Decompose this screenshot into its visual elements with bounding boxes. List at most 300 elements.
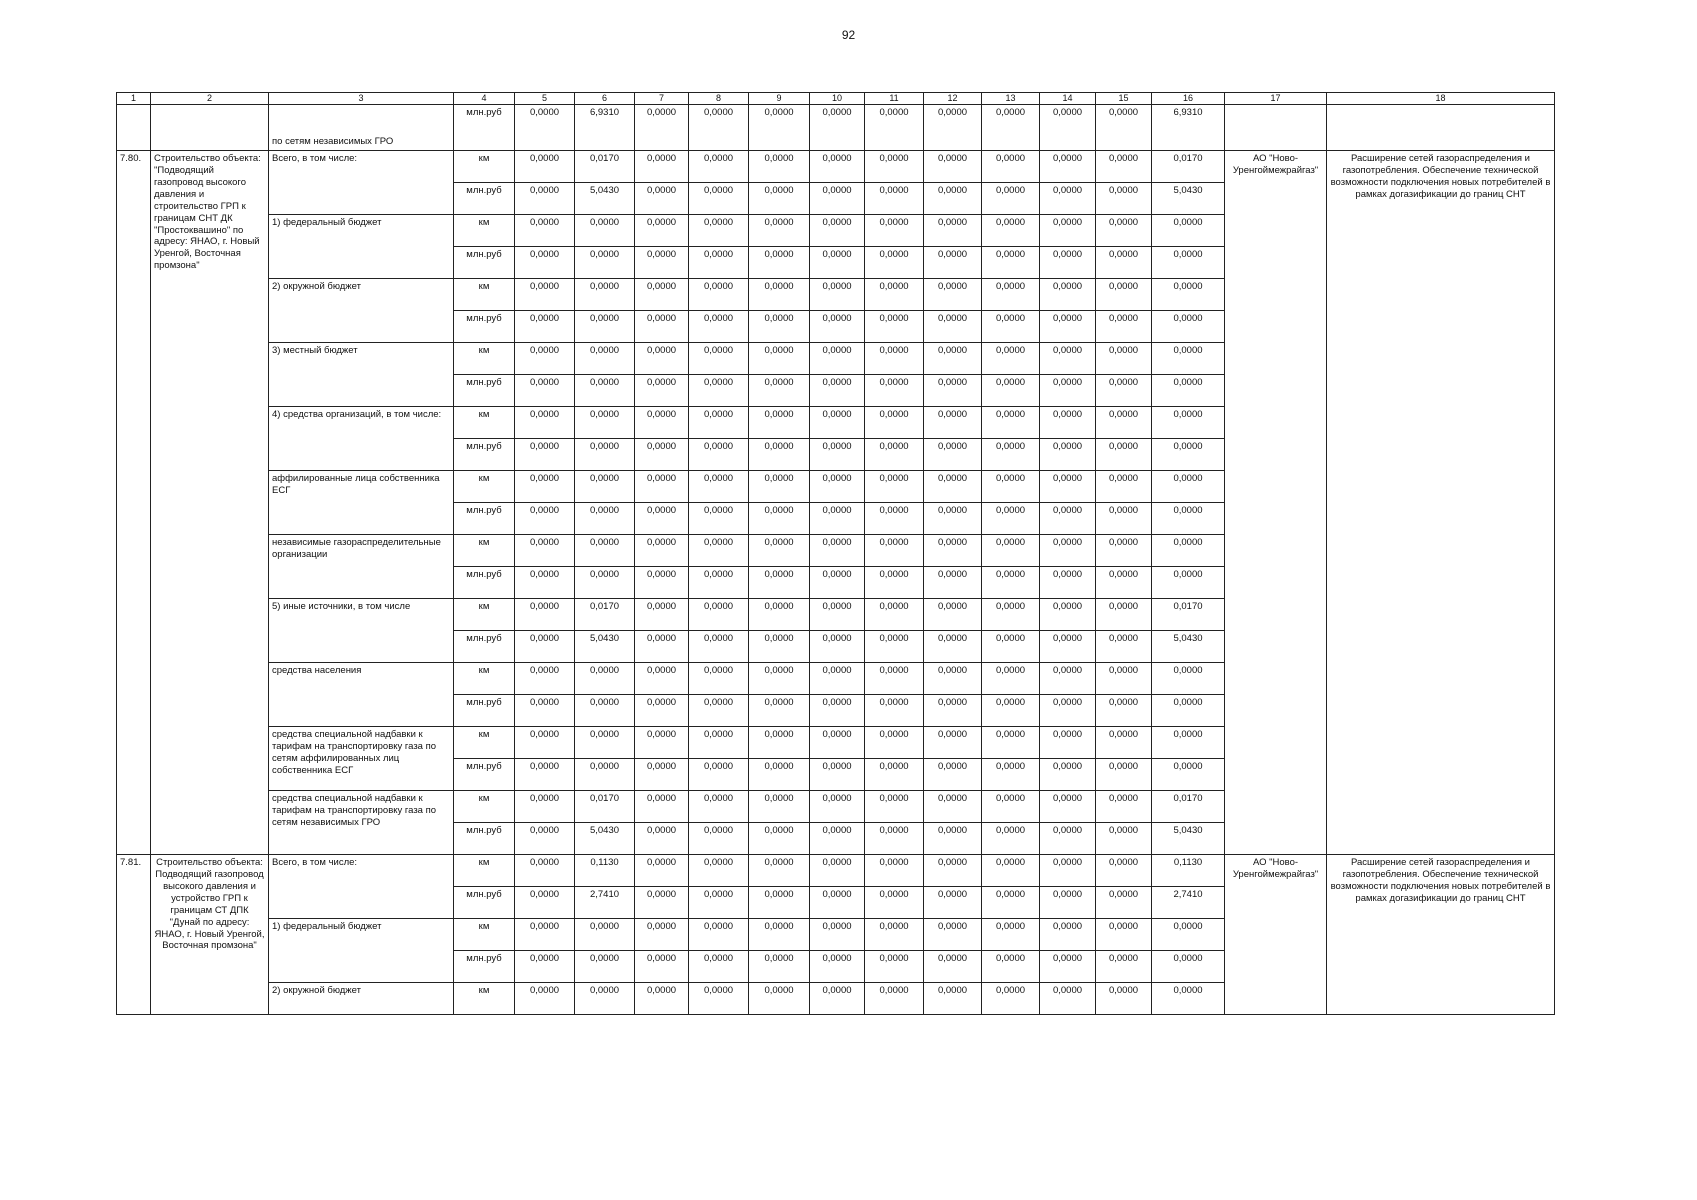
column-number: 18: [1327, 93, 1555, 105]
value-cell: 0,0000: [635, 791, 689, 823]
value-cell: 0,0000: [635, 567, 689, 599]
value-cell: 0,0000: [1040, 311, 1096, 343]
value-cell: 0,0000: [749, 183, 810, 215]
value-cell: 0,0000: [515, 247, 575, 279]
value-cell: 0,0000: [515, 471, 575, 503]
index-cell: 7.80.: [117, 151, 151, 855]
value-cell: 0,0000: [749, 105, 810, 151]
value-cell: 0,0000: [810, 631, 865, 663]
value-cell: 0,0000: [1152, 407, 1225, 439]
unit-cell: млн.руб: [454, 951, 515, 983]
source-cell: средства специальной надбавки к тарифам на транспортировку газа по сетям аффилированных лиц собственника ЕСГ: [269, 727, 454, 791]
value-cell: 0,0000: [982, 183, 1040, 215]
unit-cell: млн.руб: [454, 311, 515, 343]
unit-cell: км: [454, 599, 515, 631]
value-cell: 0,0000: [810, 439, 865, 471]
object-name-cell: Строительство объекта: "Подводящий газопровод высокого давления и строительство ГРП к границам СНТ ДК "Простоквашино" по адресу: ЯНАО, г. Новый Уренгой, Восточная промзона": [151, 151, 269, 855]
value-cell: 0,0170: [1152, 151, 1225, 183]
value-cell: 0,0000: [924, 311, 982, 343]
value-cell: 0,0000: [1096, 407, 1152, 439]
value-cell: 0,0000: [810, 727, 865, 759]
value-cell: 0,0000: [635, 855, 689, 887]
column-number: 7: [635, 93, 689, 105]
value-cell: 0,0000: [1040, 215, 1096, 247]
unit-cell: км: [454, 407, 515, 439]
unit-cell: км: [454, 663, 515, 695]
column-number: 4: [454, 93, 515, 105]
value-cell: 0,0000: [924, 183, 982, 215]
value-cell: 0,0000: [689, 567, 749, 599]
unit-cell: млн.руб: [454, 823, 515, 855]
value-cell: 0,0000: [689, 183, 749, 215]
value-cell: 0,0000: [689, 855, 749, 887]
unit-cell: млн.руб: [454, 695, 515, 727]
value-cell: 0,0000: [749, 663, 810, 695]
column-number: 6: [575, 93, 635, 105]
value-cell: 0,0000: [749, 567, 810, 599]
value-cell: 0,0000: [982, 663, 1040, 695]
value-cell: 0,0000: [1152, 279, 1225, 311]
value-cell: 0,0000: [749, 855, 810, 887]
value-cell: 0,0000: [865, 567, 924, 599]
value-cell: 0,0000: [1040, 983, 1096, 1015]
value-cell: 0,0000: [1096, 631, 1152, 663]
column-number: 8: [689, 93, 749, 105]
unit-cell: км: [454, 791, 515, 823]
value-cell: 0,0000: [749, 695, 810, 727]
value-cell: 0,0000: [749, 247, 810, 279]
value-cell: 0,0000: [924, 535, 982, 567]
value-cell: 0,0000: [749, 535, 810, 567]
value-cell: 0,0000: [1096, 727, 1152, 759]
value-cell: 0,0000: [1096, 439, 1152, 471]
value-cell: 0,0000: [865, 471, 924, 503]
column-number: 5: [515, 93, 575, 105]
unit-cell: млн.руб: [454, 375, 515, 407]
value-cell: 0,0000: [982, 791, 1040, 823]
value-cell: 0,0000: [1040, 791, 1096, 823]
value-cell: 0,0000: [1096, 567, 1152, 599]
unit-cell: км: [454, 343, 515, 375]
value-cell: 0,0000: [865, 695, 924, 727]
value-cell: 0,0000: [1096, 951, 1152, 983]
value-cell: 0,0000: [1152, 311, 1225, 343]
value-cell: 0,0000: [1040, 439, 1096, 471]
value-cell: 0,0000: [810, 279, 865, 311]
value-cell: 0,0000: [1152, 663, 1225, 695]
value-cell: 0,0000: [982, 279, 1040, 311]
value-cell: 0,1130: [1152, 855, 1225, 887]
value-cell: 0,0000: [689, 407, 749, 439]
value-cell: 0,0000: [575, 535, 635, 567]
value-cell: 0,0000: [635, 279, 689, 311]
value-cell: 0,0000: [749, 279, 810, 311]
value-cell: 0,0000: [575, 439, 635, 471]
value-cell: 0,0000: [1096, 503, 1152, 535]
value-cell: 0,0000: [1040, 695, 1096, 727]
value-cell: 0,0000: [515, 503, 575, 535]
value-cell: 0,0000: [1040, 407, 1096, 439]
value-cell: 0,0000: [635, 343, 689, 375]
unit-cell: млн.руб: [454, 759, 515, 791]
value-cell: 0,0000: [749, 375, 810, 407]
value-cell: 0,0000: [575, 343, 635, 375]
unit-cell: км: [454, 279, 515, 311]
value-cell: 0,0000: [575, 215, 635, 247]
value-cell: 0,0000: [1040, 887, 1096, 919]
value-cell: 0,0000: [924, 791, 982, 823]
value-cell: 0,0000: [924, 727, 982, 759]
value-cell: 0,0000: [749, 631, 810, 663]
value-cell: 0,0000: [689, 311, 749, 343]
value-cell: 0,0000: [749, 471, 810, 503]
value-cell: 0,0000: [515, 567, 575, 599]
value-cell: 2,7410: [1152, 887, 1225, 919]
value-cell: 0,0000: [810, 151, 865, 183]
value-cell: 0,0000: [982, 471, 1040, 503]
source-cell: средства специальной надбавки к тарифам на транспортировку газа по сетям независимых ГРО: [269, 791, 454, 855]
index-cell: 7.81.: [117, 855, 151, 1015]
purpose-cell: [1327, 105, 1555, 151]
value-cell: 0,0000: [924, 951, 982, 983]
value-cell: 0,0000: [689, 887, 749, 919]
value-cell: 0,0000: [1096, 471, 1152, 503]
value-cell: 0,0000: [689, 343, 749, 375]
unit-cell: км: [454, 919, 515, 951]
value-cell: 0,0000: [515, 983, 575, 1015]
value-cell: 0,0000: [1152, 343, 1225, 375]
value-cell: 6,9310: [1152, 105, 1225, 151]
value-cell: 0,0000: [1152, 215, 1225, 247]
value-cell: 0,0000: [575, 567, 635, 599]
value-cell: 0,0000: [982, 247, 1040, 279]
value-cell: 0,0000: [1096, 215, 1152, 247]
value-cell: 0,0000: [515, 695, 575, 727]
value-cell: 0,0000: [1096, 343, 1152, 375]
value-cell: 0,0000: [575, 247, 635, 279]
value-cell: 0,0000: [635, 311, 689, 343]
value-cell: 0,0000: [1152, 503, 1225, 535]
column-number: 9: [749, 93, 810, 105]
value-cell: 0,0000: [515, 599, 575, 631]
index-cell: [117, 105, 151, 151]
unit-cell: млн.руб: [454, 183, 515, 215]
value-cell: 0,0000: [982, 823, 1040, 855]
value-cell: 0,0000: [515, 759, 575, 791]
value-cell: 0,0000: [689, 105, 749, 151]
value-cell: 0,0000: [515, 439, 575, 471]
value-cell: 0,0000: [1096, 919, 1152, 951]
unit-cell: млн.руб: [454, 247, 515, 279]
value-cell: 0,0000: [865, 535, 924, 567]
column-number: 10: [810, 93, 865, 105]
value-cell: 0,0000: [810, 855, 865, 887]
value-cell: 0,0000: [515, 279, 575, 311]
value-cell: 0,0000: [635, 471, 689, 503]
value-cell: 0,0000: [1096, 183, 1152, 215]
value-cell: 0,0000: [689, 983, 749, 1015]
value-cell: 0,0000: [810, 823, 865, 855]
value-cell: 0,0000: [689, 727, 749, 759]
value-cell: 0,0000: [515, 343, 575, 375]
value-cell: 0,0000: [924, 471, 982, 503]
value-cell: 0,0000: [515, 951, 575, 983]
value-cell: 0,0170: [1152, 791, 1225, 823]
value-cell: 0,0000: [749, 759, 810, 791]
value-cell: 0,0000: [1096, 279, 1152, 311]
value-cell: 0,0000: [810, 791, 865, 823]
value-cell: 0,0000: [865, 823, 924, 855]
value-cell: 0,0000: [689, 375, 749, 407]
value-cell: 0,0000: [982, 503, 1040, 535]
value-cell: 0,0000: [865, 105, 924, 151]
value-cell: 5,0430: [1152, 823, 1225, 855]
value-cell: 0,0000: [810, 343, 865, 375]
value-cell: 0,0000: [575, 951, 635, 983]
organization-cell: АО "Ново-Уренгоймежрайгаз": [1225, 855, 1327, 1015]
value-cell: 0,0000: [982, 105, 1040, 151]
value-cell: 0,0000: [749, 343, 810, 375]
value-cell: 0,0000: [982, 311, 1040, 343]
page-number: 92: [841, 28, 856, 42]
value-cell: 0,1130: [575, 855, 635, 887]
value-cell: 0,0000: [1152, 535, 1225, 567]
value-cell: 0,0000: [865, 503, 924, 535]
value-cell: 0,0000: [575, 503, 635, 535]
column-number: 13: [982, 93, 1040, 105]
value-cell: 0,0000: [1096, 823, 1152, 855]
value-cell: 0,0000: [1096, 887, 1152, 919]
value-cell: 0,0000: [689, 919, 749, 951]
value-cell: 0,0000: [924, 599, 982, 631]
unit-cell: км: [454, 535, 515, 567]
value-cell: 0,0000: [515, 105, 575, 151]
unit-cell: млн.руб: [454, 887, 515, 919]
value-cell: 0,0000: [1040, 759, 1096, 791]
value-cell: 0,0000: [982, 343, 1040, 375]
value-cell: 0,0000: [924, 375, 982, 407]
value-cell: 0,0000: [689, 695, 749, 727]
value-cell: 0,0000: [924, 631, 982, 663]
value-cell: 0,0000: [810, 503, 865, 535]
value-cell: 5,0430: [1152, 631, 1225, 663]
header-row: [117, 93, 1555, 105]
value-cell: 0,0000: [749, 727, 810, 759]
object-name-cell: [151, 105, 269, 151]
value-cell: 0,0000: [749, 599, 810, 631]
value-cell: 0,0170: [575, 151, 635, 183]
value-cell: 0,0000: [982, 983, 1040, 1015]
value-cell: 0,0000: [924, 279, 982, 311]
value-cell: 5,0430: [575, 823, 635, 855]
value-cell: 0,0000: [635, 599, 689, 631]
value-cell: 0,0000: [982, 407, 1040, 439]
value-cell: 0,0000: [515, 631, 575, 663]
value-cell: 0,0000: [1040, 631, 1096, 663]
value-cell: 0,0000: [924, 919, 982, 951]
value-cell: 0,0000: [1152, 695, 1225, 727]
table-row: [117, 151, 1555, 183]
value-cell: 0,0000: [924, 503, 982, 535]
value-cell: 0,0000: [810, 695, 865, 727]
value-cell: 0,0000: [689, 279, 749, 311]
value-cell: 0,0000: [515, 855, 575, 887]
value-cell: 0,0000: [924, 663, 982, 695]
value-cell: 0,0000: [635, 759, 689, 791]
value-cell: 0,0000: [865, 759, 924, 791]
value-cell: 0,0000: [924, 855, 982, 887]
value-cell: 5,0430: [1152, 183, 1225, 215]
value-cell: 0,0000: [749, 823, 810, 855]
value-cell: 0,0000: [515, 407, 575, 439]
value-cell: 0,0000: [635, 215, 689, 247]
source-cell: 1) федеральный бюджет: [269, 215, 454, 279]
value-cell: 0,0000: [515, 215, 575, 247]
value-cell: 0,0000: [924, 759, 982, 791]
value-cell: 0,0000: [982, 567, 1040, 599]
value-cell: 0,0000: [865, 727, 924, 759]
value-cell: 0,0000: [924, 823, 982, 855]
value-cell: 0,0000: [635, 439, 689, 471]
value-cell: 0,0000: [1096, 247, 1152, 279]
value-cell: 0,0000: [982, 535, 1040, 567]
value-cell: 0,0000: [515, 919, 575, 951]
value-cell: 0,0000: [982, 759, 1040, 791]
value-cell: 0,0000: [749, 503, 810, 535]
value-cell: 0,0000: [575, 375, 635, 407]
value-cell: 0,0000: [635, 887, 689, 919]
value-cell: 0,0000: [1040, 105, 1096, 151]
value-cell: 0,0000: [575, 471, 635, 503]
value-cell: 0,0000: [1040, 151, 1096, 183]
value-cell: 0,0000: [982, 599, 1040, 631]
value-cell: 0,0000: [865, 919, 924, 951]
value-cell: 0,0000: [575, 311, 635, 343]
value-cell: 0,0000: [1040, 663, 1096, 695]
table-body: [117, 93, 1555, 1015]
value-cell: 0,0000: [749, 791, 810, 823]
source-cell: 2) окружной бюджет: [269, 983, 454, 1015]
value-cell: 0,0000: [810, 567, 865, 599]
value-cell: 0,0000: [575, 279, 635, 311]
unit-cell: млн.руб: [454, 439, 515, 471]
value-cell: 0,0000: [982, 375, 1040, 407]
value-cell: 0,0000: [865, 183, 924, 215]
value-cell: 0,0000: [924, 343, 982, 375]
value-cell: 0,0000: [1152, 983, 1225, 1015]
value-cell: 0,0000: [810, 663, 865, 695]
value-cell: 0,0000: [575, 983, 635, 1015]
value-cell: 0,0000: [865, 279, 924, 311]
unit-cell: млн.руб: [454, 631, 515, 663]
value-cell: 0,0000: [515, 823, 575, 855]
value-cell: 0,0000: [1152, 567, 1225, 599]
value-cell: 0,0000: [1096, 983, 1152, 1015]
table-row: [117, 855, 1555, 887]
value-cell: 0,0000: [689, 151, 749, 183]
purpose-cell: Расширение сетей газораспределения и газопотребления. Обеспечение технической возможности подключения новых потребителей в рамках догазификации до границ СНТ: [1327, 855, 1555, 1015]
value-cell: 0,0000: [810, 887, 865, 919]
source-cell: Всего, в том числе:: [269, 855, 454, 919]
value-cell: 0,0000: [810, 183, 865, 215]
value-cell: 0,0000: [635, 631, 689, 663]
value-cell: 0,0000: [810, 247, 865, 279]
value-cell: 0,0000: [1096, 599, 1152, 631]
value-cell: 0,0000: [865, 599, 924, 631]
value-cell: 0,0000: [924, 247, 982, 279]
column-number: 2: [151, 93, 269, 105]
column-number: 3: [269, 93, 454, 105]
value-cell: 0,0000: [982, 887, 1040, 919]
column-number: 16: [1152, 93, 1225, 105]
value-cell: 0,0000: [810, 407, 865, 439]
value-cell: 0,0000: [1096, 105, 1152, 151]
value-cell: 0,0000: [749, 151, 810, 183]
value-cell: 0,0000: [689, 439, 749, 471]
value-cell: 0,0000: [1096, 695, 1152, 727]
value-cell: 0,0000: [575, 695, 635, 727]
value-cell: 0,0000: [810, 759, 865, 791]
value-cell: 0,0000: [1152, 247, 1225, 279]
value-cell: 0,0000: [1096, 663, 1152, 695]
unit-cell: млн.руб: [454, 567, 515, 599]
value-cell: 0,0000: [982, 855, 1040, 887]
value-cell: 0,0000: [689, 215, 749, 247]
value-cell: 0,0000: [1096, 759, 1152, 791]
value-cell: 0,0000: [1040, 951, 1096, 983]
value-cell: 0,0000: [515, 887, 575, 919]
value-cell: 0,0000: [515, 375, 575, 407]
value-cell: 0,0000: [1152, 951, 1225, 983]
value-cell: 0,0000: [1040, 183, 1096, 215]
value-cell: 0,0000: [689, 471, 749, 503]
value-cell: 0,0000: [865, 631, 924, 663]
value-cell: 0,0000: [1040, 567, 1096, 599]
value-cell: 0,0000: [865, 151, 924, 183]
value-cell: 0,0000: [924, 407, 982, 439]
value-cell: 0,0000: [810, 599, 865, 631]
value-cell: 0,0000: [982, 695, 1040, 727]
value-cell: 0,0000: [515, 535, 575, 567]
column-number: 15: [1096, 93, 1152, 105]
unit-cell: км: [454, 471, 515, 503]
value-cell: 0,0000: [575, 919, 635, 951]
organization-cell: [1225, 105, 1327, 151]
value-cell: 0,0000: [635, 983, 689, 1015]
value-cell: 0,0000: [635, 823, 689, 855]
value-cell: 0,0000: [982, 151, 1040, 183]
value-cell: 0,0000: [749, 311, 810, 343]
value-cell: 0,0000: [1096, 375, 1152, 407]
value-cell: 0,0000: [865, 215, 924, 247]
value-cell: 0,0000: [982, 951, 1040, 983]
value-cell: 0,0000: [635, 663, 689, 695]
value-cell: 0,0000: [515, 727, 575, 759]
value-cell: 0,0000: [515, 151, 575, 183]
value-cell: 5,0430: [575, 631, 635, 663]
value-cell: 0,0000: [575, 727, 635, 759]
value-cell: 0,0000: [810, 311, 865, 343]
value-cell: 0,0000: [1152, 471, 1225, 503]
source-cell: 4) средства организаций, в том числе:: [269, 407, 454, 471]
value-cell: 0,0000: [982, 631, 1040, 663]
unit-cell: км: [454, 855, 515, 887]
value-cell: 0,0000: [865, 375, 924, 407]
value-cell: 0,0000: [1096, 535, 1152, 567]
purpose-cell: Расширение сетей газораспределения и газопотребления. Обеспечение технической возможности подключения новых потребителей в рамках догазификации до границ СНТ: [1327, 151, 1555, 855]
value-cell: 0,0000: [924, 695, 982, 727]
value-cell: 0,0000: [924, 567, 982, 599]
